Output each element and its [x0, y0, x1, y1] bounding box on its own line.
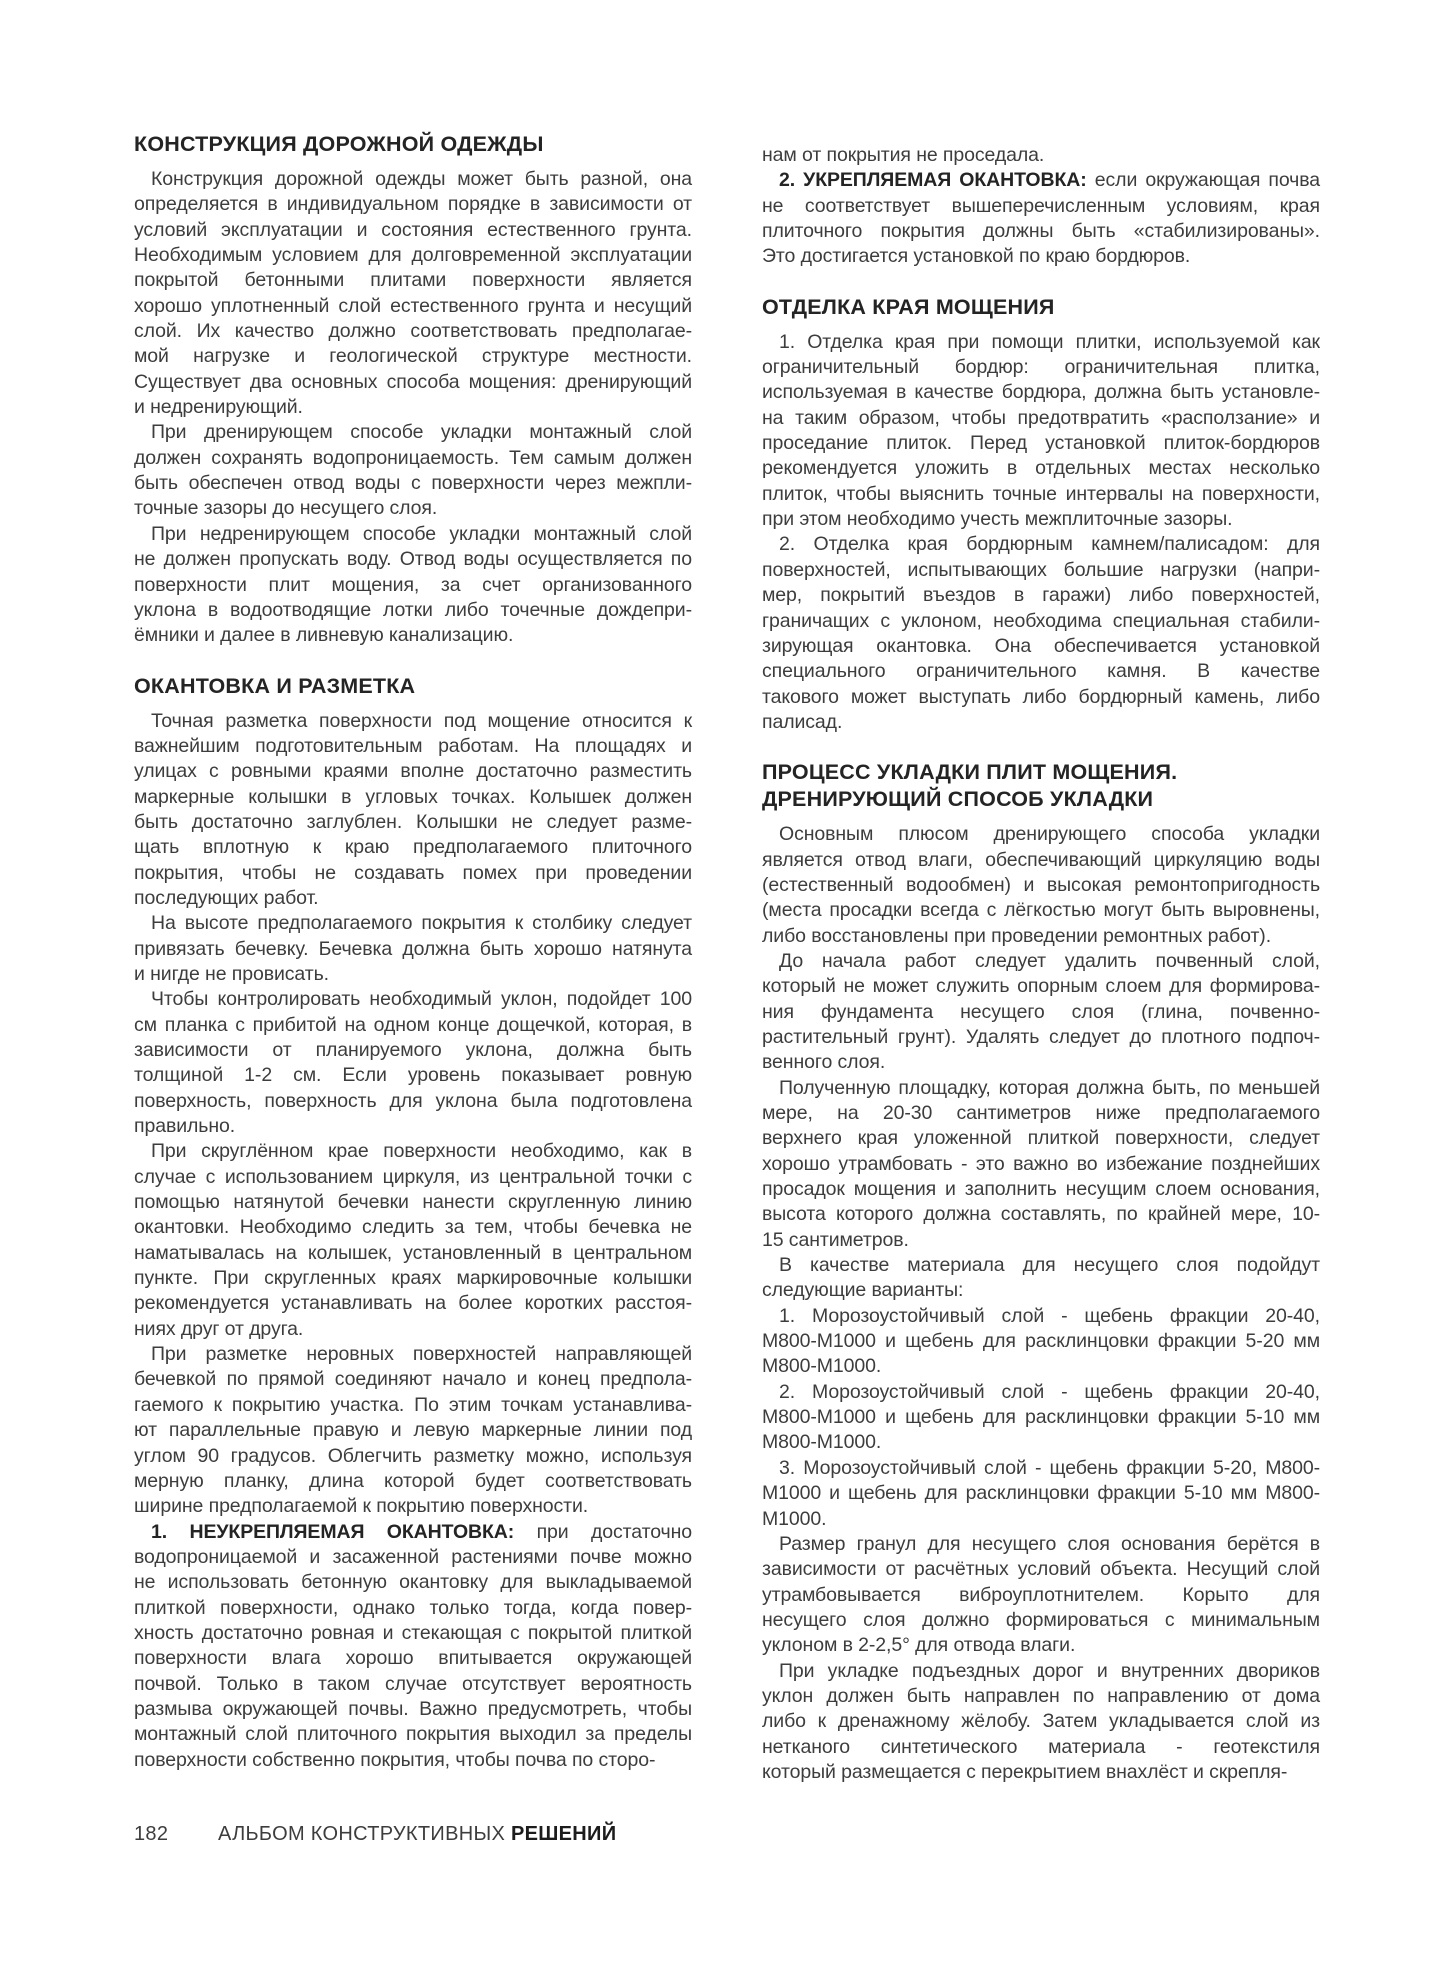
text-line: мере, на 20-30 сантиметров ниже предполагаемого — [762, 1102, 1320, 1124]
text-line: почвой. Только в таком случае отсутствует вероятность — [134, 1672, 692, 1695]
text-line: либо к дренажному жёлобу. Затем укладывается слой из — [762, 1710, 1320, 1733]
text-line: Размер гранул для несущего слоя основания берётся в — [779, 1532, 1320, 1555]
text-line: Существует два основных способа мощения: дренирующий — [134, 370, 692, 393]
text-line: верхнего края уложенной плиткой поверхности, следует — [762, 1127, 1320, 1150]
text-line: такового может выступать либо бордюрный камень, либо — [762, 685, 1320, 708]
text-line: является отвод влаги, обеспечивающий циркуляцию воды — [762, 848, 1320, 871]
text-line: (естественный водообмен) и высокая ремонтопригодность — [762, 873, 1320, 896]
text-line: 1. Морозоустойчивый слой - щебень фракции 20-40, — [779, 1304, 1320, 1327]
text-line: быть обеспечен отвод воды с поверхности через межпли- — [134, 472, 692, 495]
text-line: При дренирующем способе укладки монтажный слой — [151, 421, 692, 444]
text-line: размыва окружающей почвы. Важно предусмотреть, чтобы — [134, 1697, 692, 1720]
text-line: мер, покрытий въездов в гаражи) либо поверхностей, — [762, 584, 1320, 607]
text-line: последующих работ. — [134, 886, 319, 909]
text-line: который не может служить опорным слоем для формирова- — [762, 975, 1320, 998]
section-heading — [134, 673, 692, 700]
text-line: наматывалась на колышек, установленный в центральном — [134, 1241, 692, 1264]
text-line: 15 сантиметров. — [762, 1228, 909, 1251]
page-footer — [134, 1822, 1320, 1846]
text-line: монтажный слой плиточного покрытия выходил за пределы — [134, 1723, 692, 1746]
footer-title-bold: РЕШЕНИЙ — [510, 1823, 617, 1845]
text-line: ширине предполагаемой к покрытию поверхности. — [134, 1495, 589, 1518]
bold-run: 2. УКРЕПЛЯЕМАЯ ОКАНТОВКА: — [779, 169, 1087, 192]
text-line: хность достаточно ровная и стекающая с покрытой плиткой — [134, 1621, 692, 1644]
text-line: не должен пропускать воду. Отвод воды осуществляется по — [134, 548, 692, 571]
footer-title: АЛЬБОМ КОНСТРУКТИВНЫХ — [218, 1823, 511, 1845]
text-line: плиткой поверхности, однако только тогда, когда повер- — [134, 1596, 692, 1619]
text-line: помощью натянутой бечевки нанести скругленную линию — [134, 1191, 692, 1214]
text-line: гаемого к покрытию участка. По этим точкам устанавлива- — [134, 1393, 692, 1416]
text-line: случае с использованием циркуля, из центральной точки с — [134, 1165, 692, 1188]
text-line: используемая в качестве бордюра, должна быть установле- — [762, 381, 1320, 404]
text-line: поверхность, поверхность для уклона была подготовлена — [134, 1089, 692, 1112]
text-line: уклона в водоотводящие лотки либо точечные дождепри- — [134, 598, 692, 621]
text-line: улицах с ровными краями вполне достаточно разместить — [134, 760, 692, 783]
text-line: При недренирующем способе укладки монтажный слой — [151, 522, 692, 545]
text-line: До начала работ следует удалить почвенный слой, — [779, 949, 1320, 972]
text-line: уклон должен быть направлен по направлению от дома — [762, 1684, 1320, 1707]
text-line: В качестве материала для несущего слоя подойдут — [779, 1254, 1320, 1277]
text-line: уклоном в 2-2,5° для отвода влаги. — [762, 1634, 1076, 1657]
text-line: При разметке неровных поверхностей направляющей — [151, 1343, 692, 1366]
text-line: слой. Их качество должно соответствовать предполагае- — [134, 320, 692, 343]
text-line: Чтобы контролировать необходимый уклон, подойдет 100 — [151, 988, 692, 1011]
text-line: граничащих с уклоном, необходима специальная стабили- — [762, 609, 1320, 632]
text-line: Основным плюсом дренирующего способа укладки — [779, 823, 1320, 846]
text-line: несущего слоя должно формироваться с минимальным — [762, 1608, 1320, 1631]
text-line: плиточного покрытия должны быть «стабилизированы». — [762, 220, 1320, 243]
text-line: М1000 и щебень для расклинцовки фракции 5-10 мм М800- — [762, 1482, 1320, 1505]
text-column-left — [134, 131, 692, 1773]
text-line: мерную планку, длина которой будет соответствовать — [134, 1469, 692, 1492]
page-number: 182 — [134, 1823, 169, 1845]
text-line: см планка с прибитой на одном конце дощечкой, которая, в — [134, 1013, 692, 1036]
text-column-right — [762, 143, 1320, 1785]
text-line: покрытой бетонными плитами поверхности является — [134, 269, 692, 292]
text-line: либо восстановлены при проведении ремонтных работ). — [762, 924, 1272, 947]
section-heading-line: ДРЕНИРУЮЩИЙ СПОСОБ УКЛАДКИ — [762, 787, 1154, 812]
text-line: М1000. — [762, 1507, 827, 1530]
text-line: просадок мощения и заполнить несущим слоем основания, — [762, 1178, 1320, 1201]
text-line: высота которого должна составлять, по крайней мере, 10- — [762, 1203, 1320, 1226]
text-line: зависимости от планируемого уклона, должна быть — [134, 1039, 692, 1061]
text-line: должен сохранять водопроницаемость. Тем самым должен — [134, 446, 692, 469]
text-line: ограничительный бордюр: ограничительная плитка, — [762, 356, 1320, 379]
text-line: не использовать бетонную окантовку для выкладываемой — [134, 1571, 692, 1594]
text-line: который размещается с перекрытием внахлёст и скрепля- — [762, 1760, 1288, 1783]
text-line: хорошо утрамбовать - это важно во избежание позднейших — [762, 1152, 1320, 1175]
text-line: Это достигается установкой по краю бордюров. — [762, 245, 1191, 268]
text-line: 2. Отделка края бордюрным камнем/палисадом: для — [779, 533, 1320, 556]
text-line: поверхности собственно покрытия, чтобы почва по сторо- — [134, 1748, 656, 1771]
text-line: венного слоя. — [762, 1051, 886, 1074]
text-line: ют параллельные правую и левую маркерные линии под — [134, 1419, 692, 1442]
text-line: толщиной 1-2 см. Если уровень показывает ровную — [134, 1064, 692, 1087]
text-line: проседание плиток. Перед установкой плиток-бордюров — [762, 432, 1320, 455]
text-line: утрамбовывается виброуплотнителем. Корыто для — [762, 1583, 1320, 1606]
text-line: рекомендуется уложить в отдельных местах несколько — [762, 457, 1320, 480]
text-line: Полученную площадку, которая должна быть, по меньшей — [779, 1076, 1320, 1099]
section-heading — [762, 759, 1320, 813]
text-line: зирующая окантовка. Она обеспечивается установкой — [762, 634, 1320, 657]
text-line: На высоте предполагаемого покрытия к столбику следует — [151, 912, 692, 935]
text-line: щать вплотную к краю предполагаемого плиточного — [134, 836, 692, 859]
text-line: маркерные колышки в угловых точках. Колышек должен — [134, 785, 692, 808]
text-line: покрытия, чтобы не создавать помех при проведении — [134, 861, 692, 884]
bold-run: 1. НЕУКРЕПЛЯЕМАЯ ОКАНТОВКА: — [151, 1520, 515, 1543]
text-line: поверхностей, испытывающих большие нагрузки (напри- — [762, 558, 1320, 581]
text-line: М800-М1000. — [762, 1355, 882, 1378]
text-line — [134, 1520, 692, 1545]
text-line — [762, 168, 1320, 193]
text-line: при этом необходимо учесть межплиточные зазоры. — [762, 508, 1233, 531]
text-line: быть достаточно заглублен. Колышки не следует разме- — [134, 810, 692, 833]
section-heading-line: КОНСТРУКЦИЯ ДОРОЖНОЙ ОДЕЖДЫ — [134, 132, 544, 156]
text-line: При скруглённом крае поверхности необходимо, как в — [151, 1140, 692, 1163]
text-line: бечевкой по прямой соединяют начало и конец предпола- — [134, 1368, 692, 1391]
text-line: поверхности влага хорошо впитывается окружающей — [134, 1647, 692, 1670]
text-line: окантовки. Необходимо следить за тем, чтобы бечевка не — [134, 1216, 692, 1239]
text-line: ёмники и далее в ливневую канализацию. — [134, 624, 514, 647]
section-heading — [762, 294, 1320, 321]
text-line: определяется в индивидуальном порядке в зависимости от — [134, 193, 692, 216]
text-line: привязать бечевку. Бечевка должна быть хорошо натянута — [134, 937, 692, 960]
text-line: на таким образом, чтобы предотвратить «расползание» и — [762, 406, 1320, 429]
text-line: пункте. При скругленных краях маркировочные колышки — [134, 1267, 692, 1290]
text-line: ниях друг от друга. — [134, 1317, 304, 1340]
text-run: если окружающая почва — [1086, 169, 1320, 192]
text-line: (места просадки всегда с лёгкостью могут быть выровнены, — [762, 899, 1320, 922]
text-line: 1. Отделка края при помощи плитки, используемой как — [779, 330, 1320, 353]
text-line: Точная разметка поверхности под мощение относится к — [151, 709, 692, 732]
text-line: 3. Морозоустойчивый слой - щебень фракции 5-20, М800- — [779, 1456, 1320, 1479]
text-line: поверхности плит мощения, за счет организованного — [134, 573, 692, 596]
section-heading-line: ОКАНТОВКА И РАЗМЕТКА — [134, 673, 416, 698]
text-line: хорошо уплотненный слой естественного грунта и несущий — [134, 294, 692, 317]
text-line: и нигде не провисать. — [134, 962, 329, 985]
text-line: М800-М1000. — [762, 1431, 882, 1454]
text-line: важнейшим подготовительным работам. На площадях и — [134, 734, 692, 757]
text-line: палисад. — [762, 710, 843, 733]
text-line: условий эксплуатации и состояния естественного грунта. — [134, 218, 692, 241]
text-line: Конструкция дорожной одежды может быть разной, она — [151, 168, 692, 190]
text-line: нетканого синтетического материала - геотекстиля — [762, 1735, 1320, 1758]
text-line: следующие варианты: — [762, 1279, 964, 1302]
text-line: углом 90 градусов. Облегчить разметку можно, используя — [134, 1444, 692, 1467]
text-line: М800-М1000 и щебень для расклинцовки фракции 5-10 мм — [762, 1406, 1320, 1429]
section-heading-line: ПРОЦЕСС УКЛАДКИ ПЛИТ МОЩЕНИЯ. — [762, 760, 1178, 785]
text-run: при достаточно — [514, 1520, 692, 1543]
text-line: и недренирующий. — [134, 396, 303, 419]
text-line: рекомендуется устанавливать на более коротких расстоя- — [134, 1292, 692, 1315]
text-line: плиток, чтобы выяснить точные интервалы на поверхности, — [762, 482, 1320, 505]
text-line: растительный грунт). Удалять следует до плотного подпоч- — [762, 1025, 1320, 1048]
text-line: нам от покрытия не проседала. — [762, 144, 1045, 166]
section-heading — [134, 131, 692, 158]
text-line: 2. Морозоустойчивый слой - щебень фракции 20-40, — [779, 1380, 1320, 1403]
text-line: Необходимым условием для долговременной эксплуатации — [134, 244, 692, 267]
text-line: точные зазоры до несущего слоя. — [134, 497, 438, 520]
text-line: М800-М1000 и щебень для расклинцовки фракции 5-20 мм — [762, 1330, 1320, 1353]
text-line: ния фундамента несущего слоя (глина, почвенно- — [762, 1000, 1320, 1023]
text-line: водопроницаемой и засаженной растениями почве можно — [134, 1545, 692, 1568]
text-line: специального ограничительного камня. В качестве — [762, 660, 1320, 683]
section-heading-line: ОТДЕЛКА КРАЯ МОЩЕНИЯ — [762, 294, 1055, 319]
text-line: правильно. — [134, 1115, 236, 1138]
text-line: зависимости от расчётных условий объекта. Несущий слой — [762, 1558, 1320, 1581]
text-line: мой нагрузке и геологической структуре местности. — [134, 345, 692, 368]
text-line: При укладке подъездных дорог и внутренних двориков — [779, 1659, 1320, 1682]
text-line: не соответствует вышеперечисленным условиям, края — [762, 194, 1320, 217]
